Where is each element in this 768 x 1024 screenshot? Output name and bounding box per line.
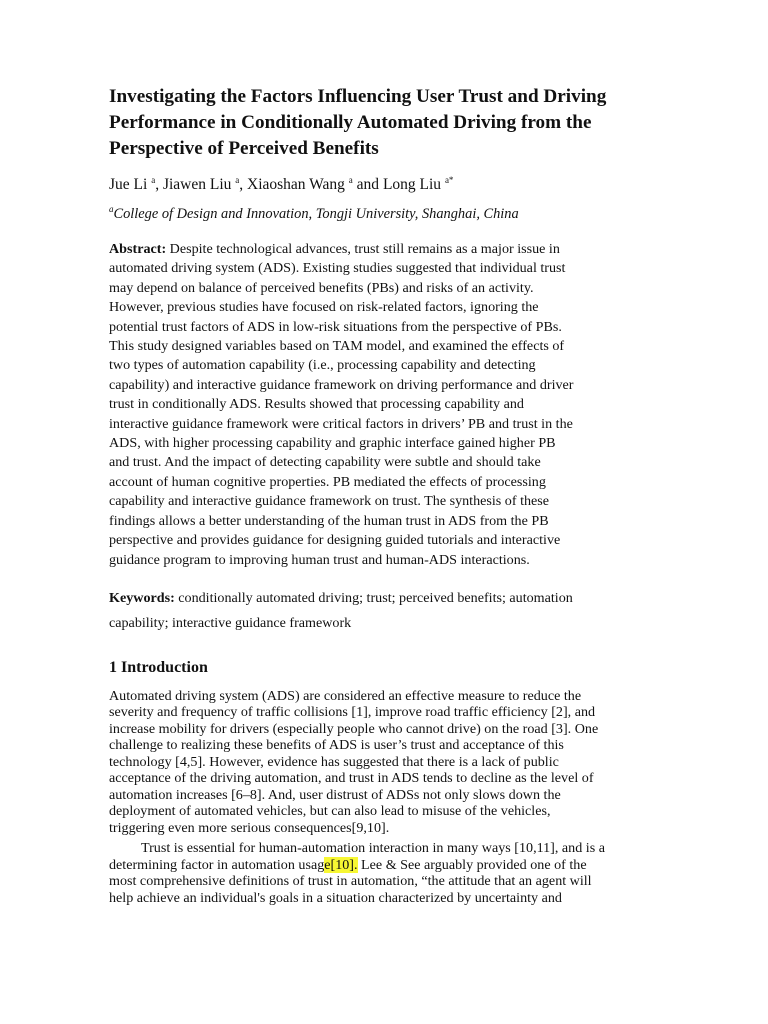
abstract-text: Despite technological advances, trust still remains as a major issue in bbox=[166, 241, 560, 257]
author-affiliation-mark: a bbox=[348, 174, 353, 185]
abstract-line: two types of automation capability (i.e., processing capability and detecting bbox=[109, 357, 536, 374]
paper-title bbox=[109, 84, 629, 162]
abstract-line: automated driving system (ADS). Existing studies suggested that individual trust bbox=[109, 260, 566, 277]
abstract-line: may depend on balance of perceived benefits (PBs) and risks of an activity. bbox=[109, 279, 534, 296]
keywords-text: conditionally automated driving; trust; perceived benefits; automation bbox=[174, 589, 573, 606]
intro-paragraph-1 bbox=[109, 688, 629, 837]
abstract-line: trust in conditionally ADS. Results showed that processing capability and bbox=[109, 396, 524, 413]
paragraph-line: technology [4,5]. However, evidence has suggested that there is a lack of public bbox=[109, 753, 559, 770]
affiliation-text: College of Design and Innovation, Tongji University, Shanghai, China bbox=[113, 206, 519, 222]
paragraph-text: Lee & See arguably provided one of the bbox=[357, 856, 587, 873]
keywords-line: capability; interactive guidance framework bbox=[109, 615, 352, 632]
author-name: Jiawen Liu bbox=[162, 176, 232, 193]
abstract-line: However, previous studies have focused on risk-related factors, ignoring the bbox=[109, 299, 539, 316]
author-separator: and bbox=[352, 176, 383, 193]
author-separator: , bbox=[239, 176, 248, 193]
affiliation-mark: a bbox=[109, 204, 114, 215]
paragraph-line: challenge to realizing these benefits of ADS is user’s trust and acceptance of this bbox=[109, 737, 564, 754]
title-line: Perspective of Perceived Benefits bbox=[109, 138, 379, 159]
paragraph-line: Automated driving system (ADS) are considered an effective measure to reduce the bbox=[109, 687, 582, 704]
abstract-line: account of human cognitive properties. PB mediated the effects of processing bbox=[109, 473, 546, 490]
keywords-line bbox=[109, 586, 629, 612]
author-name: Long Liu bbox=[382, 176, 442, 193]
author-affiliation-mark: a bbox=[235, 174, 240, 185]
affiliation bbox=[109, 204, 629, 224]
paper-content bbox=[109, 84, 629, 906]
author-affiliation-mark: a* bbox=[444, 174, 454, 185]
paragraph-line bbox=[109, 857, 629, 874]
paragraph-line: most comprehensive definitions of trust in automation, “the attitude that an agent will bbox=[109, 873, 592, 890]
paragraph-text: determining factor in automation usag bbox=[109, 856, 325, 873]
abstract-line: capability) and interactive guidance framework on driving performance and driver bbox=[109, 376, 574, 393]
abstract-line bbox=[109, 240, 629, 259]
abstract-line: and trust. And the impact of detecting capability were subtle and should take bbox=[109, 454, 541, 471]
keywords-label: Keywords: bbox=[109, 589, 175, 606]
abstract-line: perspective and provides guidance for designing guided tutorials and interactive bbox=[109, 532, 561, 549]
abstract-line: interactive guidance framework were critical factors in drivers’ PB and trust in the bbox=[109, 415, 573, 432]
abstract-line: guidance program to improving human trust and human-ADS interactions. bbox=[109, 551, 530, 568]
paragraph-line: automation increases [6–8]. And, user distrust of ADSs not only slows down the bbox=[109, 786, 561, 803]
title-line: Performance in Conditionally Automated Driving from the bbox=[109, 112, 592, 133]
abstract-line: findings allows a better understanding of the human trust in ADS from the PB bbox=[109, 512, 549, 529]
paragraph-line: severity and frequency of traffic collisions [1], improve road traffic efficiency [2], and bbox=[109, 704, 596, 721]
author-separator: , bbox=[155, 176, 163, 193]
abstract bbox=[109, 240, 629, 570]
abstract-label: Abstract: bbox=[109, 241, 167, 257]
title-line: Investigating the Factors Influencing User Trust and Driving bbox=[109, 86, 607, 107]
paragraph-line: help achieve an individual's goals in a situation characterized by uncertainty and bbox=[109, 889, 562, 906]
abstract-line: This study designed variables based on TAM model, and examined the effects of bbox=[109, 338, 565, 355]
paragraph-line: triggering even more serious consequences[9,10]. bbox=[109, 819, 390, 836]
author-affiliation-mark: a bbox=[151, 174, 156, 185]
paragraph-line: Trust is essential for human-automation interaction in many ways [10,11], and is a bbox=[141, 840, 605, 857]
author-list bbox=[109, 174, 629, 196]
paragraph-line: deployment of automated vehicles, but can also lead to misuse of the vehicles, bbox=[109, 803, 551, 820]
highlighted-citation: e[10]. bbox=[324, 856, 358, 873]
author-name: Jue Li bbox=[109, 176, 148, 193]
abstract-line: ADS, with higher processing capability and graphic interface gained higher PB bbox=[109, 435, 556, 452]
intro-paragraph-2 bbox=[109, 840, 629, 906]
paragraph-line: acceptance of the driving automation, and trust in ADS tends to decline as the level of bbox=[109, 770, 594, 787]
abstract-line: capability and interactive guidance framework on trust. The synthesis of these bbox=[109, 493, 550, 510]
paragraph-line: increase mobility for drivers (especially people who cannot drive) on the road [3]. One bbox=[109, 720, 599, 737]
section-heading-introduction: 1 Introduction bbox=[109, 658, 208, 676]
keywords bbox=[109, 586, 629, 637]
author-name: Xiaoshan Wang bbox=[247, 176, 345, 193]
abstract-line: potential trust factors of ADS in low-risk situations from the perspective of PBs. bbox=[109, 318, 562, 335]
